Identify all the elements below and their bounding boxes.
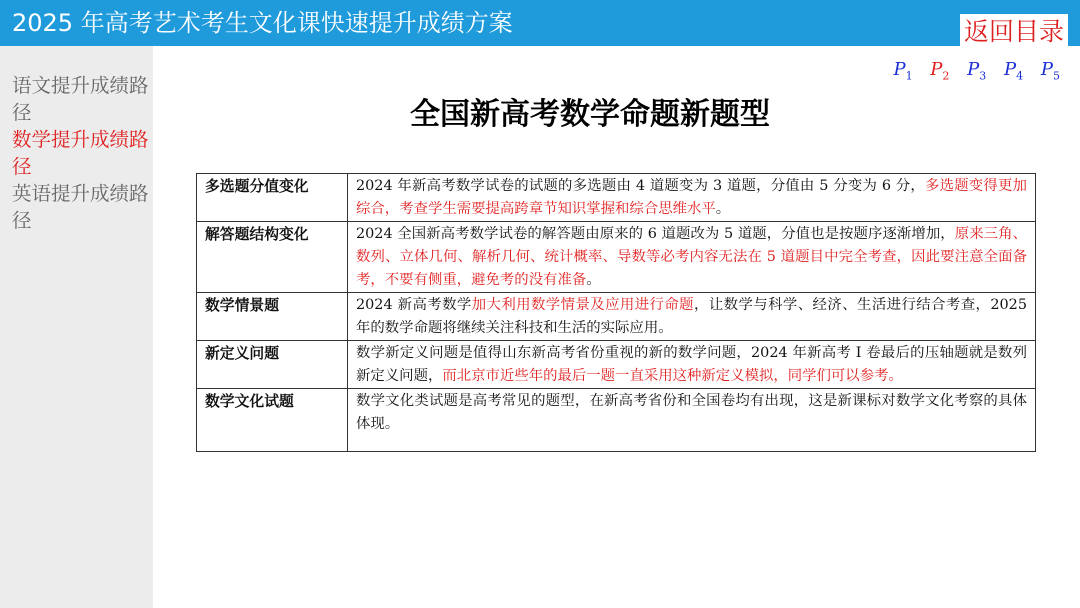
row-label: 数学情景题 [197,293,348,341]
page-link-p1[interactable]: $P_1$ [893,59,913,83]
page-link-p4[interactable]: $P_4$ [1004,59,1024,83]
highlight-text: 而北京市近些年的最后一题一直采用这种新定义模拟，同学们可以参考。 [442,368,903,384]
row-label: 多选题分值变化 [197,174,348,222]
page-navigation [881,58,1060,89]
back-to-contents-button[interactable]: 返回目录 [960,14,1068,50]
highlight-text: 多选题变得更加综合，考查学生需要提高跨章节知识掌握和综合思维水平 [356,178,1027,217]
sidebar-item-chinese[interactable]: 语文提升成绩路径 [12,74,149,124]
row-description: 2024 年新高考数学试卷的试题的多选题由 4 道题变为 3 道题，分值由 5 分变为 6 分，多选题变得更加综合，考查学生需要提高跨章节知识掌握和综合思维水平。 [348,174,1036,222]
page-link-p3[interactable]: $P_3$ [967,59,987,83]
sidebar [0,46,153,608]
sidebar-item-english[interactable]: 英语提升成绩路径 [12,182,149,232]
row-description: 2024 全国新高考数学试卷的解答题由原来的 6 道题改为 5 道题，分值也是按题序逐渐增加，原来三角、数列、立体几何、解析几何、统计概率、导数等必考内容无法在 5 道题目中完全考查，因此要注意全面备考，不要有侧重，避免考的没有准备。 [348,222,1036,293]
presentation-title: 2025 年高考艺术考生文化课快速提升成绩方案 [12,9,513,37]
row-label: 数学文化试题 [197,389,348,452]
question-types-table [196,173,1036,452]
sidebar-item-math[interactable]: 数学提升成绩路径 [12,128,149,178]
table-row [197,341,1036,389]
row-description: 数学新定义问题是值得山东新高考省份重视的新的数学问题，2024 年新高考 I 卷最后的压轴题就是数列新定义问题，而北京市近些年的最后一题一直采用这种新定义模拟，同学们可以参考。 [348,341,1036,389]
row-description: 2024 新高考数学加大利用数学情景及应用进行命题，让数学与科学、经济、生活进行结合考查，2025 年的数学命题将继续关注科技和生活的实际应用。 [348,293,1036,341]
page-link-p5[interactable]: $P_5$ [1040,59,1060,83]
table-row [197,389,1036,452]
highlight-text: 原来三角、数列、立体几何、解析几何、统计概率、导数等必考内容无法在 5 道题目中完全考查，因此要注意全面备考，不要有侧重，避免考的没有准备 [356,226,1027,288]
table-row [197,222,1036,293]
row-description: 数学文化类试题是高考常见的题型，在新高考省份和全国卷均有出现，这是新课标对数学文化考察的具体体现。 [348,389,1036,452]
highlight-text: 加大利用数学情景及应用进行命题 [471,297,694,313]
top-banner [0,0,1080,46]
table-row [197,293,1036,341]
row-label: 解答题结构变化 [197,222,348,293]
row-label: 新定义问题 [197,341,348,389]
page-link-p2[interactable]: $P_2$ [930,59,950,83]
page-heading: 全国新高考数学命题新题型 [410,97,770,132]
table-row [197,174,1036,222]
